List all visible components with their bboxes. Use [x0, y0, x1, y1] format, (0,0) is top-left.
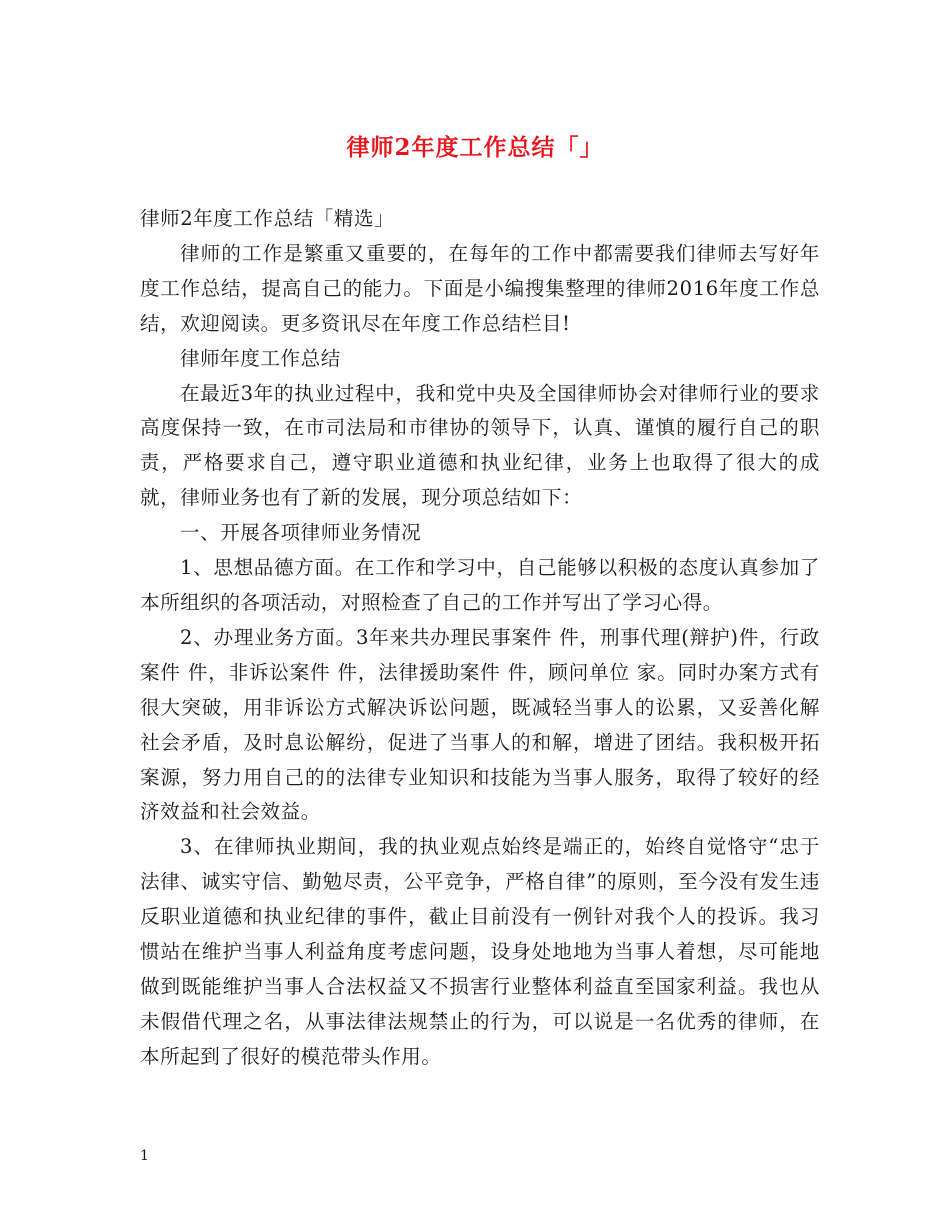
document-body — [140, 202, 820, 1075]
body-paragraph: 在最近3年的执业过程中，我和党中央及全国律师协会对律师行业的要求高度保持一致，在市司法局和市律协的领导下，认真、谨慎的履行自己的职责，严格要求自己，遵守职业道德和执业纪律，业务上也取得了很大的成就，律师业务也有了新的发展，现分项总结如下： — [140, 381, 820, 510]
document-subtitle: 律师2年度工作总结「精选」 — [140, 207, 395, 230]
body-paragraph: 2、办理业务方面。3年来共办理民事案件 件，刑事代理(辩护)件，行政案件 件，非诉讼案件 件，法律援助案件 件，顾问单位 家。同时办案方式有很大突破，用非诉讼方式解决诉讼问题，既减轻当事人的讼累，又妥善化解社会矛盾，及时息讼解纷，促进了当事人的和解，增进了团结。我积极开拓案源，努力用自己的的法律专业知识和技能为当事人服务，取得了较好的经济效益和社会效益。 — [140, 625, 820, 824]
body-paragraph: 3、在律师执业期间，我的执业观点始终是端正的，始终自觉恪守“忠于法律、诚实守信、勤勉尽责，公平竞争，严格自律”的原则，至今没有发生违反职业道德和执业纪律的事件，截止目前没有一例针对我个人的投诉。我习惯站在维护当事人利益角度考虑问题，设身处地地为当事人着想，尽可能地做到既能维护当事人合法权益又不损害行业整体利益直至国家利益。我也从未假借代理之名，从事法律法规禁止的行为，可以说是一名优秀的律师，在本所起到了很好的模范带头作用。 — [140, 835, 820, 1068]
body-paragraph: 1、思想品德方面。在工作和学习中，自己能够以积极的态度认真参加了本所组织的各项活动，对照检查了自己的工作并写出了学习心得。 — [140, 556, 820, 614]
document-title: 律师2年度工作总结「」 — [346, 134, 604, 161]
body-paragraph: 律师的工作是繁重又重要的，在每年的工作中都需要我们律师去写好年度工作总结，提高自己的能力。下面是小编搜集整理的律师2016年度工作总结，欢迎阅读。更多资讯尽在年度工作总结栏目! — [140, 241, 820, 335]
body-paragraph: 一、开展各项律师业务情况 — [180, 521, 422, 545]
page-number: 1 — [140, 1148, 149, 1164]
body-paragraph: 律师年度工作总结 — [180, 346, 341, 370]
